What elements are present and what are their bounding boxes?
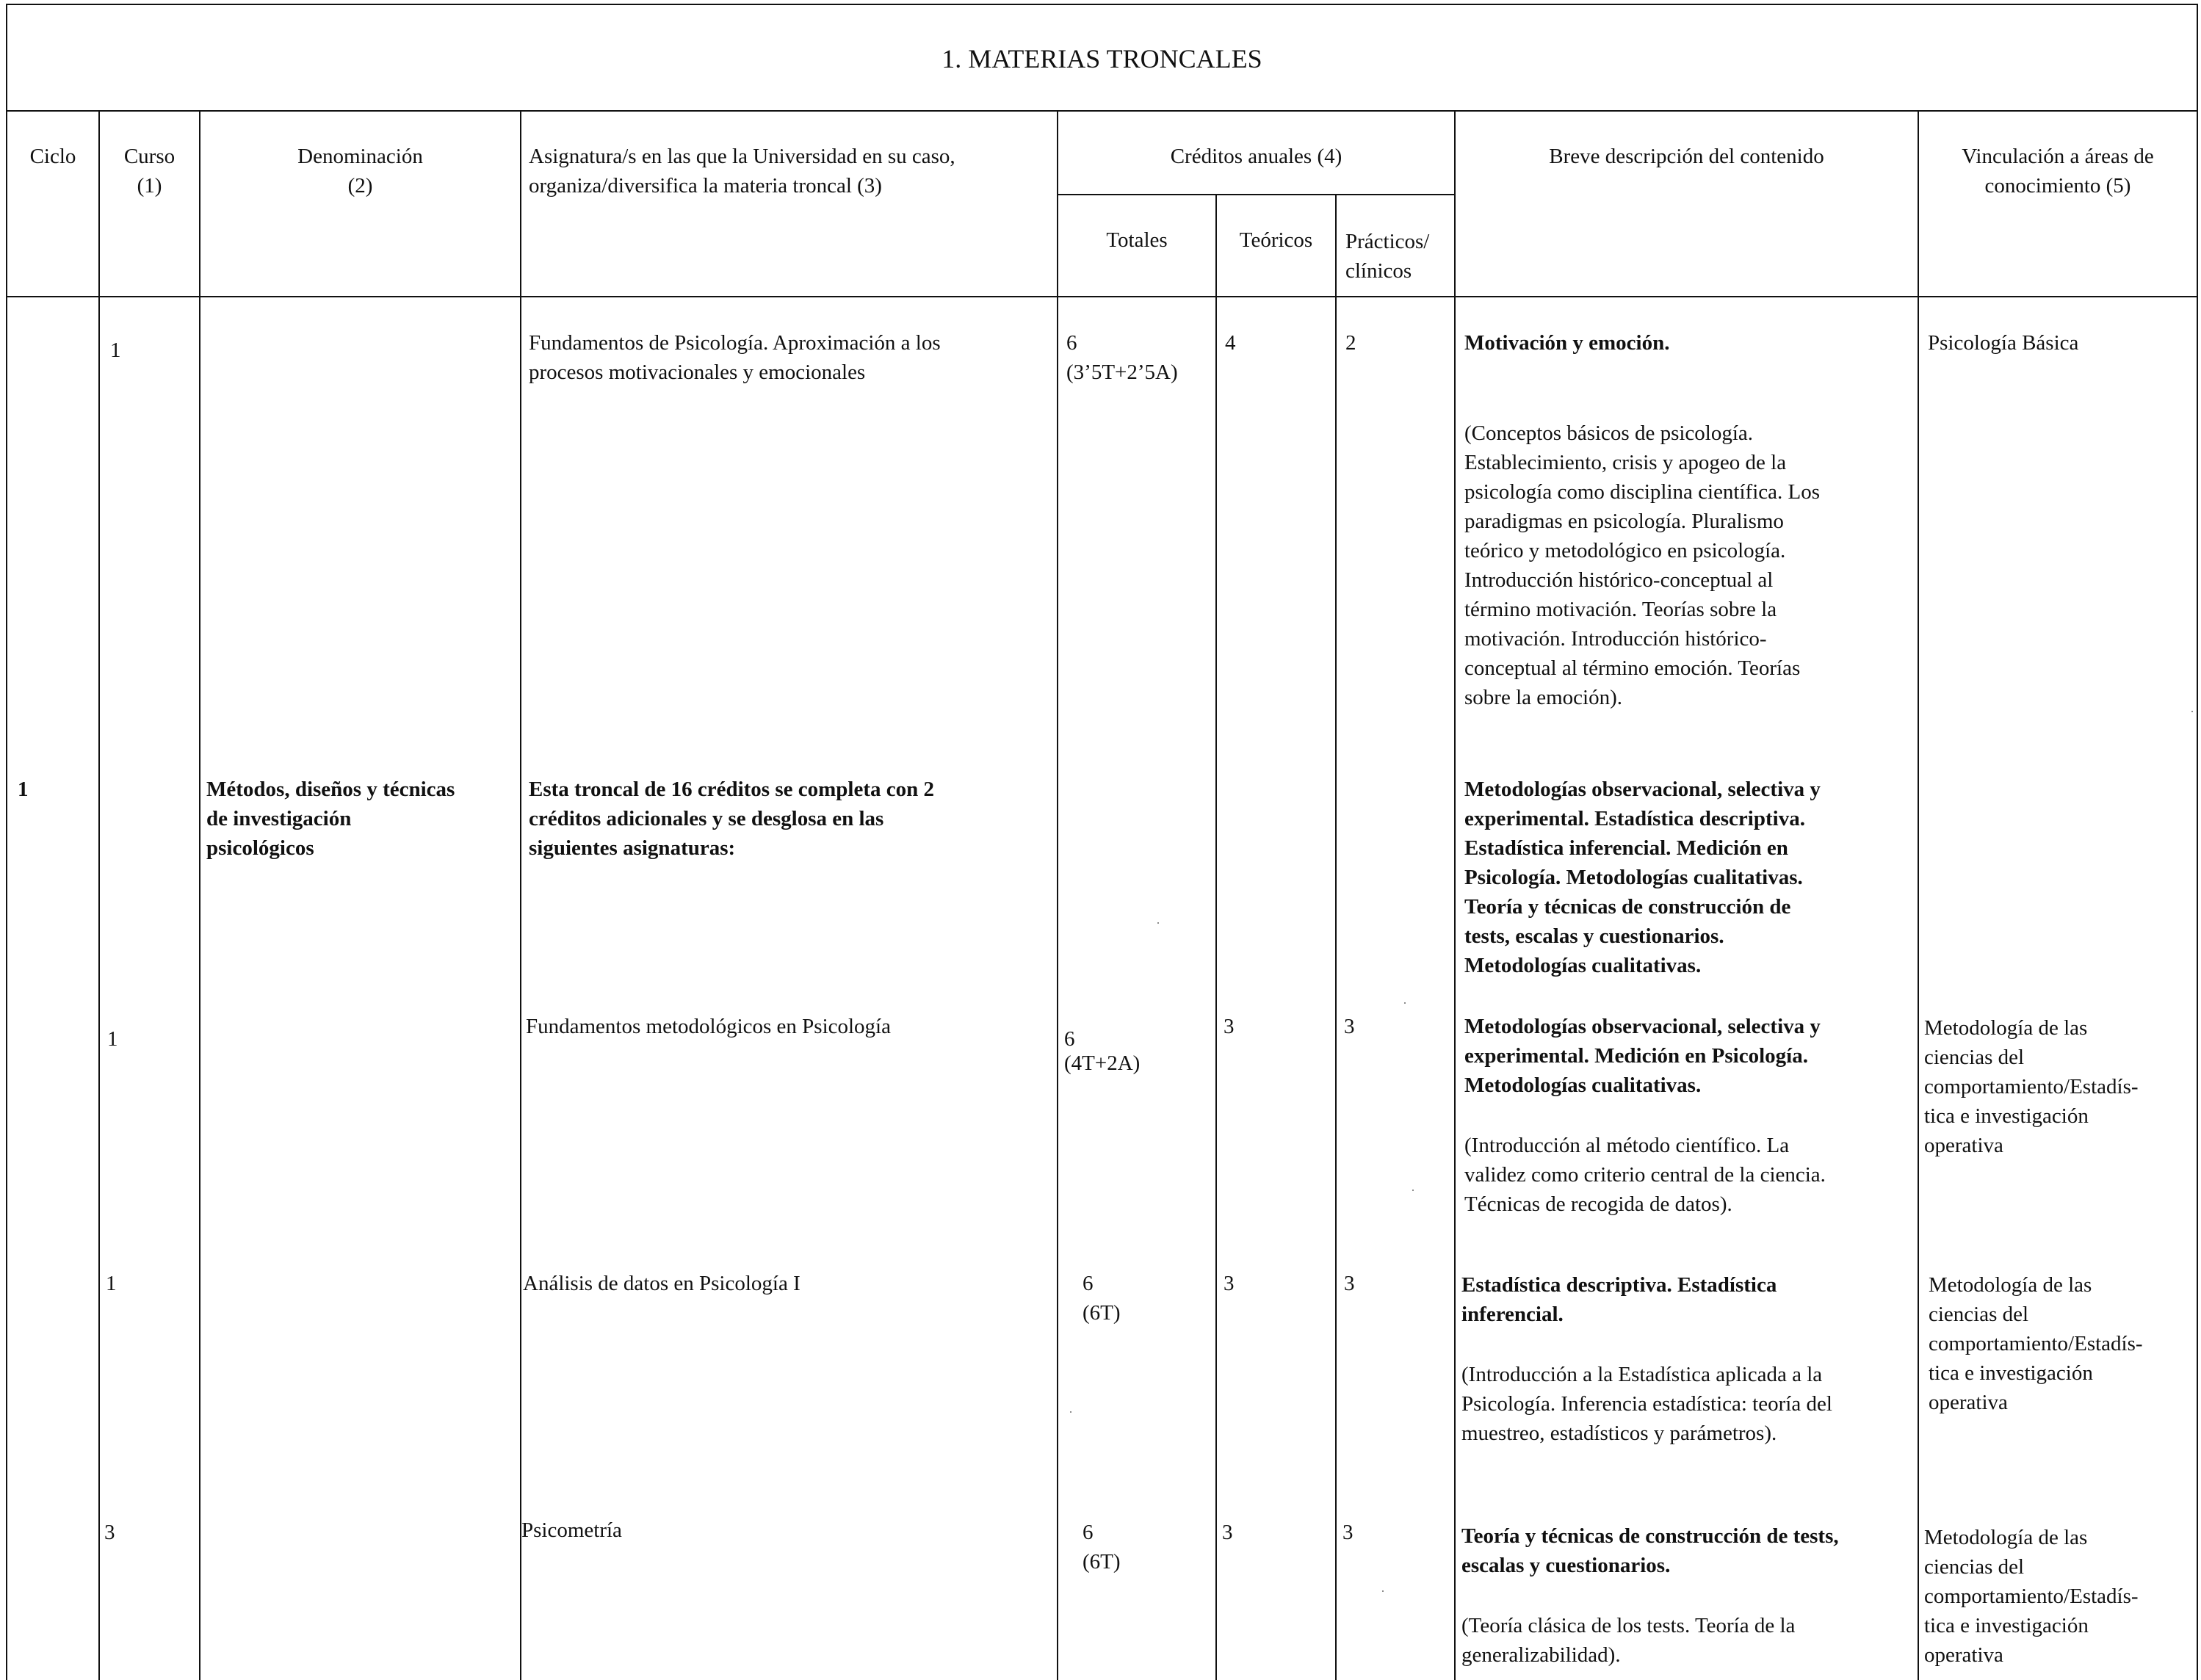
row-3-curso: 1 [107,1027,118,1051]
row-1-descripcion-line: conceptual al término emoción. Teorías [1464,656,1801,680]
row-1-asignatura: Fundamentos de Psicología. Aproximación a los [529,331,941,355]
row-2-descripcion-line: Estadística inferencial. Medición en [1464,836,1788,860]
row-1-descripcion-line: término motivación. Teorías sobre la [1464,598,1777,621]
row-2-descripcion-line: Metodologías observacional, selectiva y [1464,778,1821,801]
row-4-vinculacion: ciencias del [1929,1303,2029,1326]
row-4-totales-detail: (6T) [1083,1301,1121,1325]
column-divider [199,110,200,1680]
scan-speck [1070,1411,1071,1413]
row-2-asignatura-line3: siguientes asignaturas: [529,836,736,860]
row-4-descripcion-line: muestreo, estadísticos y parámetros). [1461,1422,1777,1445]
row-4-asignatura: Análisis de datos en Psicología I [523,1272,800,1295]
header-vinculacion-line2: conocimiento (5) [1984,174,2131,198]
column-divider [520,110,521,1680]
header-denominacion-note: (2) [347,174,373,198]
row-2-descripcion-line: Metodologías cualitativas. [1464,954,1702,977]
header-descripcion: Breve descripción del contenido [1549,145,1824,168]
scan-speck [2191,711,2193,712]
row-1-descripcion-line: Introducción histórico-conceptual al [1464,568,1774,592]
row-2-descripcion-line: Psicología. Metodologías cualitativas. [1464,866,1803,889]
row-5-descripcion-line: generalizabilidad). [1461,1643,1621,1667]
row-1-totales: 6 [1066,331,1077,355]
row-2-descripcion-line: Teoría y técnicas de construcción de [1464,895,1791,919]
row-5-descripcion-title: Teoría y técnicas de construcción de tests, [1461,1524,1839,1548]
row-5-teoricos: 3 [1222,1521,1233,1544]
row-4-practicos: 3 [1344,1272,1355,1295]
header-practicos: Prácticos/ [1345,230,1430,253]
row-2-asignatura: Esta troncal de 16 créditos se completa con 2 [529,778,934,801]
row-3-descripcion-line: (Introducción al método científico. La [1464,1134,1790,1157]
row-1-descripcion-line: teórico y metodológico en psicología. [1464,539,1786,562]
row-1-vinculacion: Psicología Básica [1928,331,2079,355]
row-3-vinculacion: Metodología de las [1924,1016,2088,1040]
column-divider [1454,110,1456,1680]
row-5-descripcion-line: (Teoría clásica de los tests. Teoría de la [1461,1614,1796,1637]
title-bottom-border [6,110,2198,112]
row-3-vinculacion: operativa [1924,1134,2003,1157]
scan-speck [1404,1002,1406,1004]
row-1-totales-detail: (3’5T+2’5A) [1066,361,1178,384]
row-3-totales: 6 [1064,1027,1075,1051]
header-practicos-line2: clínicos [1345,259,1412,283]
row-4-descripcion-line: Psicología. Inferencia estadística: teoría del [1461,1392,1832,1416]
row-2-asignatura-line2: créditos adicionales y se desglosa en las [529,807,884,830]
row-4-teoricos: 3 [1224,1272,1235,1295]
row-3-asignatura: Fundamentos metodológicos en Psicología [526,1015,891,1038]
column-divider [1215,194,1217,1680]
header-bottom-border [6,296,2198,297]
row-5-practicos: 3 [1342,1521,1354,1544]
column-divider [98,110,100,1680]
row-5-vinculacion: operativa [1924,1643,2003,1667]
row-1-curso: 1 [110,338,121,362]
row-1-teoricos: 4 [1225,331,1236,355]
row-3-vinculacion: tica e investigación [1924,1104,2089,1128]
header-ciclo: Ciclo [29,145,76,168]
row-1-descripcion-line: sobre la emoción). [1464,686,1623,709]
row-4-vinculacion: operativa [1929,1391,2008,1414]
row-1-asignatura-line2: procesos motivacionales y emocionales [529,361,866,384]
column-divider [1918,110,1919,1680]
scan-speck [1412,1190,1414,1191]
row-4-descripcion-title: Estadística descriptiva. Estadística [1461,1273,1777,1297]
row-3-practicos: 3 [1344,1015,1355,1038]
scan-speck [1157,922,1159,924]
header-asignaturas: Asignatura/s en las que la Universidad en su caso, [529,145,955,168]
header-asignaturas-line2: organiza/diversifica la materia troncal (3) [529,174,882,198]
row-1-descripcion-line: Establecimiento, crisis y apogeo de la [1464,451,1787,474]
row-2-descripcion-line: tests, escalas y cuestionarios. [1464,924,1724,948]
row-5-totales: 6 [1083,1521,1094,1544]
header-totales: Totales [1106,228,1168,252]
row-1-descripcion-title: Motivación y emoción. [1464,331,1670,355]
row-1-descripcion-line: (Conceptos básicos de psicología. [1464,421,1754,445]
row-4-descripcion-title: inferencial. [1461,1303,1564,1326]
row-1-descripcion-line: psicología como disciplina científica. Los [1464,480,1821,504]
scan-speck [1382,1590,1384,1592]
row-4-descripcion-line: (Introducción a la Estadística aplicada a la [1461,1363,1823,1386]
header-curso: Curso [123,145,176,168]
column-divider [1057,110,1058,1680]
row-2-denominacion-line3: psicológicos [206,836,314,860]
row-4-totales: 6 [1083,1272,1094,1295]
row-4-vinculacion: Metodología de las [1929,1273,2092,1297]
header-creditos: Créditos anuales (4) [1170,145,1342,168]
row-5-curso: 3 [104,1521,115,1544]
row-3-descripcion-line: Técnicas de recogida de datos). [1464,1192,1732,1216]
row-5-vinculacion: tica e investigación [1924,1614,2089,1637]
row-1-practicos: 2 [1345,331,1356,355]
row-3-teoricos: 3 [1224,1015,1235,1038]
row-5-descripcion-title: escalas y cuestionarios. [1461,1554,1671,1577]
column-divider [1335,194,1337,1680]
row-5-vinculacion: Metodología de las [1924,1526,2088,1549]
row-4-vinculacion: tica e investigación [1929,1361,2093,1385]
column-divider [6,110,7,1680]
row-2-denominacion-line2: de investigación [206,807,352,830]
row-1-descripcion-line: paradigmas en psicología. Pluralismo [1464,510,1784,533]
row-5-vinculacion: ciencias del [1924,1555,2025,1579]
row-3-descripcion-title: Metodologías cualitativas. [1464,1073,1702,1097]
creditos-subheader-line [1058,194,1455,195]
row-3-vinculacion: comportamiento/Estadís- [1924,1075,2139,1098]
row-2-ciclo: 1 [18,778,29,801]
row-3-vinculacion: ciencias del [1924,1046,2025,1069]
row-1-descripcion-line: motivación. Introducción histórico- [1464,627,1767,651]
row-2-descripcion-line: experimental. Estadística descriptiva. [1464,807,1805,830]
row-2-denominacion: Métodos, diseños y técnicas [206,778,455,801]
header-curso-note: (1) [137,174,162,198]
row-5-vinculacion: comportamiento/Estadís- [1924,1585,2139,1608]
row-4-curso: 1 [106,1272,117,1295]
row-3-totales-detail: (4T+2A) [1064,1051,1141,1075]
header-vinculacion: Vinculación a áreas de [1962,145,2154,168]
table-top-border [6,4,2198,5]
row-3-descripcion-title: Metodologías observacional, selectiva y [1464,1015,1821,1038]
header-teoricos: Teóricos [1239,228,1313,252]
column-divider [2197,297,2198,1680]
document-title: 1. MATERIAS TRONCALES [942,44,1262,73]
row-4-vinculacion: comportamiento/Estadís- [1929,1332,2143,1355]
row-3-descripcion-title: experimental. Medición en Psicología. [1464,1044,1808,1068]
header-denominacion: Denominación [297,145,423,168]
row-5-asignatura: Psicometría [521,1518,622,1542]
row-3-descripcion-line: validez como criterio central de la ciencia. [1464,1163,1826,1187]
row-5-totales-detail: (6T) [1083,1550,1121,1574]
